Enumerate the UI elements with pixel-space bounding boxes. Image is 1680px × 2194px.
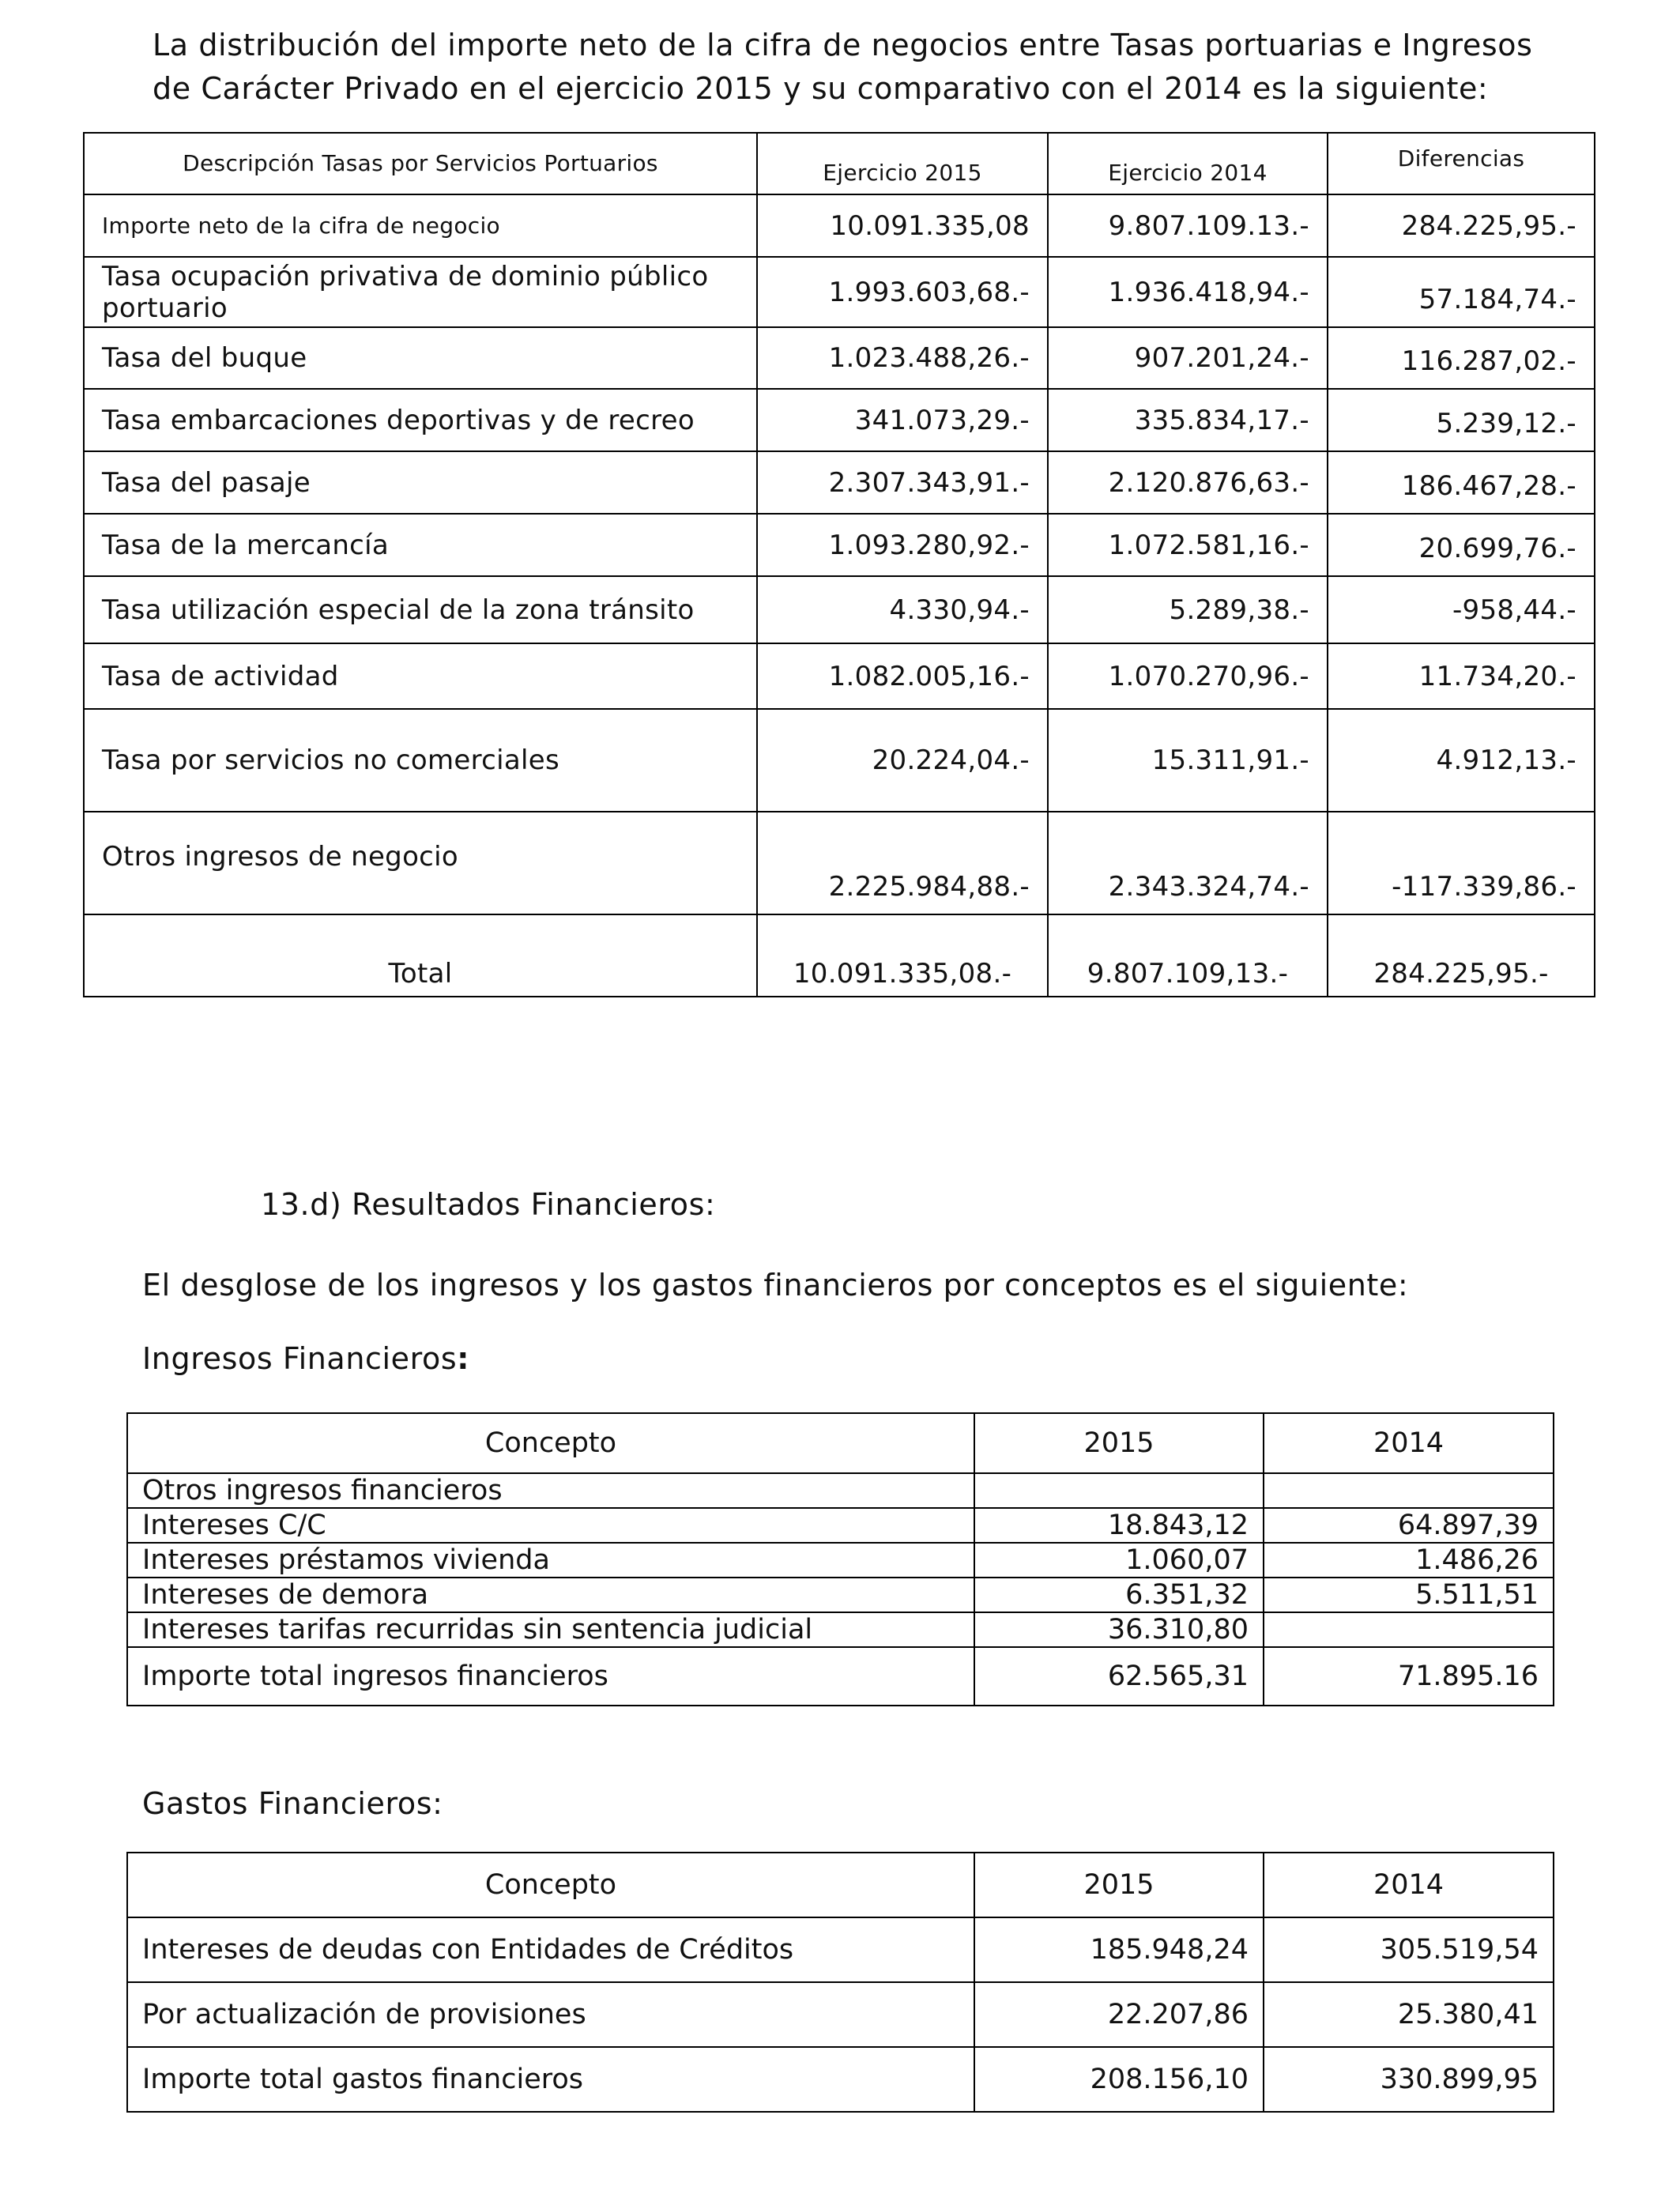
row-value-2015: 10.091.335,08 — [757, 194, 1048, 257]
row-value-2015: 20.224,04.- — [757, 709, 1048, 812]
ingresos-title — [142, 1341, 469, 1376]
table-row — [84, 576, 1595, 643]
row-value-2014: 1.070.270,96.- — [1048, 643, 1328, 709]
table-row — [84, 451, 1595, 514]
desglose-text: El desglose de los ingresos y los gastos financieros por conceptos es el siguiente: — [142, 1268, 1409, 1302]
row-value-diff: 4.912,13.- — [1328, 709, 1595, 812]
intro-paragraph — [153, 24, 1559, 111]
header-concepto: Concepto — [127, 1853, 974, 1917]
row-value-2015 — [974, 1473, 1264, 1508]
row-label: Por actualización de provisiones — [127, 1982, 974, 2047]
row-value-2015: 2.307.343,91.- — [757, 451, 1048, 514]
row-label: Intereses de deudas con Entidades de Créditos — [127, 1917, 974, 1982]
table-row — [84, 327, 1595, 389]
table-row — [127, 1578, 1554, 1612]
row-value-diff: 57.184,74.- — [1328, 257, 1595, 327]
row-label: Tasa de la mercancía — [84, 514, 757, 576]
row-value-2015: 1.023.488,26.- — [757, 327, 1048, 389]
row-value-2014: 907.201,24.- — [1048, 327, 1328, 389]
intro-line-2: de Carácter Privado en el ejercicio 2015 y su comparativo con el 2014 es la siguiente: — [153, 71, 1489, 106]
row-value-2015: 2.225.984,88.- — [757, 812, 1048, 914]
table-row — [127, 1612, 1554, 1647]
row-label: Tasa embarcaciones deportivas y de recreo — [84, 389, 757, 451]
table-row — [84, 194, 1595, 257]
row-label: Otros ingresos financieros — [127, 1473, 974, 1508]
row-value-2015: 185.948,24 — [974, 1917, 1264, 1982]
table-row — [127, 1508, 1554, 1543]
table-total-row — [84, 914, 1595, 997]
row-value-2015: 1.093.280,92.- — [757, 514, 1048, 576]
section-heading: 13.d) Resultados Financieros: — [261, 1187, 716, 1222]
gastos-table — [126, 1852, 1554, 2113]
table-row — [84, 257, 1595, 327]
ingresos-title-text: Ingresos Financieros — [142, 1341, 458, 1376]
row-label: Tasa del buque — [84, 327, 757, 389]
row-value-diff: 116.287,02.- — [1328, 327, 1595, 389]
row-value-2014: 1.072.581,16.- — [1048, 514, 1328, 576]
row-label: Importe neto de la cifra de negocio — [84, 194, 757, 257]
total-2014: 71.895.16 — [1264, 1647, 1554, 1706]
table-row — [84, 514, 1595, 576]
row-value-2015: 1.060,07 — [974, 1543, 1264, 1578]
table-row — [127, 1917, 1554, 1982]
gastos-title: Gastos Financieros: — [142, 1786, 443, 1821]
table-row — [84, 389, 1595, 451]
row-value-2015: 1.082.005,16.- — [757, 643, 1048, 709]
row-label: Intereses préstamos vivienda — [127, 1543, 974, 1578]
row-label: Otros ingresos de negocio — [84, 812, 757, 914]
row-value-diff: 5.239,12.- — [1328, 389, 1595, 451]
row-value-2015: 18.843,12 — [974, 1508, 1264, 1543]
row-value-2014: 1.486,26 — [1264, 1543, 1554, 1578]
row-label: Tasa del pasaje — [84, 451, 757, 514]
header-2014: 2014 — [1264, 1853, 1554, 1917]
row-value-2014: 305.519,54 — [1264, 1917, 1554, 1982]
row-value-diff: 11.734,20.- — [1328, 643, 1595, 709]
row-value-2014: 335.834,17.- — [1048, 389, 1328, 451]
row-value-2014: 5.289,38.- — [1048, 576, 1328, 643]
row-label: Tasa por servicios no comerciales — [84, 709, 757, 812]
row-label: Tasa utilización especial de la zona tránsito — [84, 576, 757, 643]
total-2014: 330.899,95 — [1264, 2047, 1554, 2112]
row-label: Intereses tarifas recurridas sin sentencia judicial — [127, 1612, 974, 1647]
table-row — [84, 812, 1595, 914]
row-value-diff: -958,44.- — [1328, 576, 1595, 643]
row-value-2014: 64.897,39 — [1264, 1508, 1554, 1543]
row-value-2015: 6.351,32 — [974, 1578, 1264, 1612]
header-2014: Ejercicio 2014 — [1048, 133, 1328, 194]
table-row — [84, 643, 1595, 709]
total-label: Importe total ingresos financieros — [127, 1647, 974, 1706]
row-value-2015: 4.330,94.- — [757, 576, 1048, 643]
row-label: Intereses de demora — [127, 1578, 974, 1612]
table-header-row — [127, 1413, 1554, 1473]
header-2015: 2015 — [974, 1853, 1264, 1917]
row-label: Tasa de actividad — [84, 643, 757, 709]
total-diff: 284.225,95.- — [1328, 914, 1595, 997]
row-value-2014 — [1264, 1612, 1554, 1647]
header-descripcion: Descripción Tasas por Servicios Portuarios — [84, 133, 757, 194]
row-value-2014 — [1264, 1473, 1554, 1508]
row-value-2014: 9.807.109.13.- — [1048, 194, 1328, 257]
total-2014: 9.807.109,13.- — [1048, 914, 1328, 997]
table-row — [84, 709, 1595, 812]
total-label: Total — [84, 914, 757, 997]
row-value-2014: 2.343.324,74.- — [1048, 812, 1328, 914]
table-header-row — [84, 133, 1595, 194]
row-value-2015: 341.073,29.- — [757, 389, 1048, 451]
row-value-2014: 2.120.876,63.- — [1048, 451, 1328, 514]
tasas-table — [83, 132, 1595, 997]
header-2015: 2015 — [974, 1413, 1264, 1473]
total-2015: 10.091.335,08.- — [757, 914, 1048, 997]
table-row — [127, 1473, 1554, 1508]
row-value-2014: 15.311,91.- — [1048, 709, 1328, 812]
header-2015: Ejercicio 2015 — [757, 133, 1048, 194]
row-label: Tasa ocupación privativa de dominio público portuario — [84, 257, 757, 327]
ingresos-title-colon: : — [457, 1341, 470, 1376]
ingresos-table — [126, 1412, 1554, 1706]
row-value-2014: 1.936.418,94.- — [1048, 257, 1328, 327]
row-label: Intereses C/C — [127, 1508, 974, 1543]
row-value-2015: 1.993.603,68.- — [757, 257, 1048, 327]
row-value-2015: 22.207,86 — [974, 1982, 1264, 2047]
table-total-row — [127, 1647, 1554, 1706]
total-label: Importe total gastos financieros — [127, 2047, 974, 2112]
total-2015: 208.156,10 — [974, 2047, 1264, 2112]
table-header-row — [127, 1853, 1554, 1917]
row-value-2015: 36.310,80 — [974, 1612, 1264, 1647]
table-row — [127, 1543, 1554, 1578]
row-value-diff: -117.339,86.- — [1328, 812, 1595, 914]
intro-line-1: La distribución del importe neto de la cifra de negocios entre Tasas portuarias e Ingresos — [153, 28, 1533, 62]
table-total-row — [127, 2047, 1554, 2112]
total-2015: 62.565,31 — [974, 1647, 1264, 1706]
header-concepto: Concepto — [127, 1413, 974, 1473]
header-2014: 2014 — [1264, 1413, 1554, 1473]
row-value-2014: 5.511,51 — [1264, 1578, 1554, 1612]
row-value-2014: 25.380,41 — [1264, 1982, 1554, 2047]
row-value-diff: 284.225,95.- — [1328, 194, 1595, 257]
row-value-diff: 20.699,76.- — [1328, 514, 1595, 576]
table-row — [127, 1982, 1554, 2047]
row-value-diff: 186.467,28.- — [1328, 451, 1595, 514]
header-diferencias: Diferencias — [1328, 133, 1595, 194]
